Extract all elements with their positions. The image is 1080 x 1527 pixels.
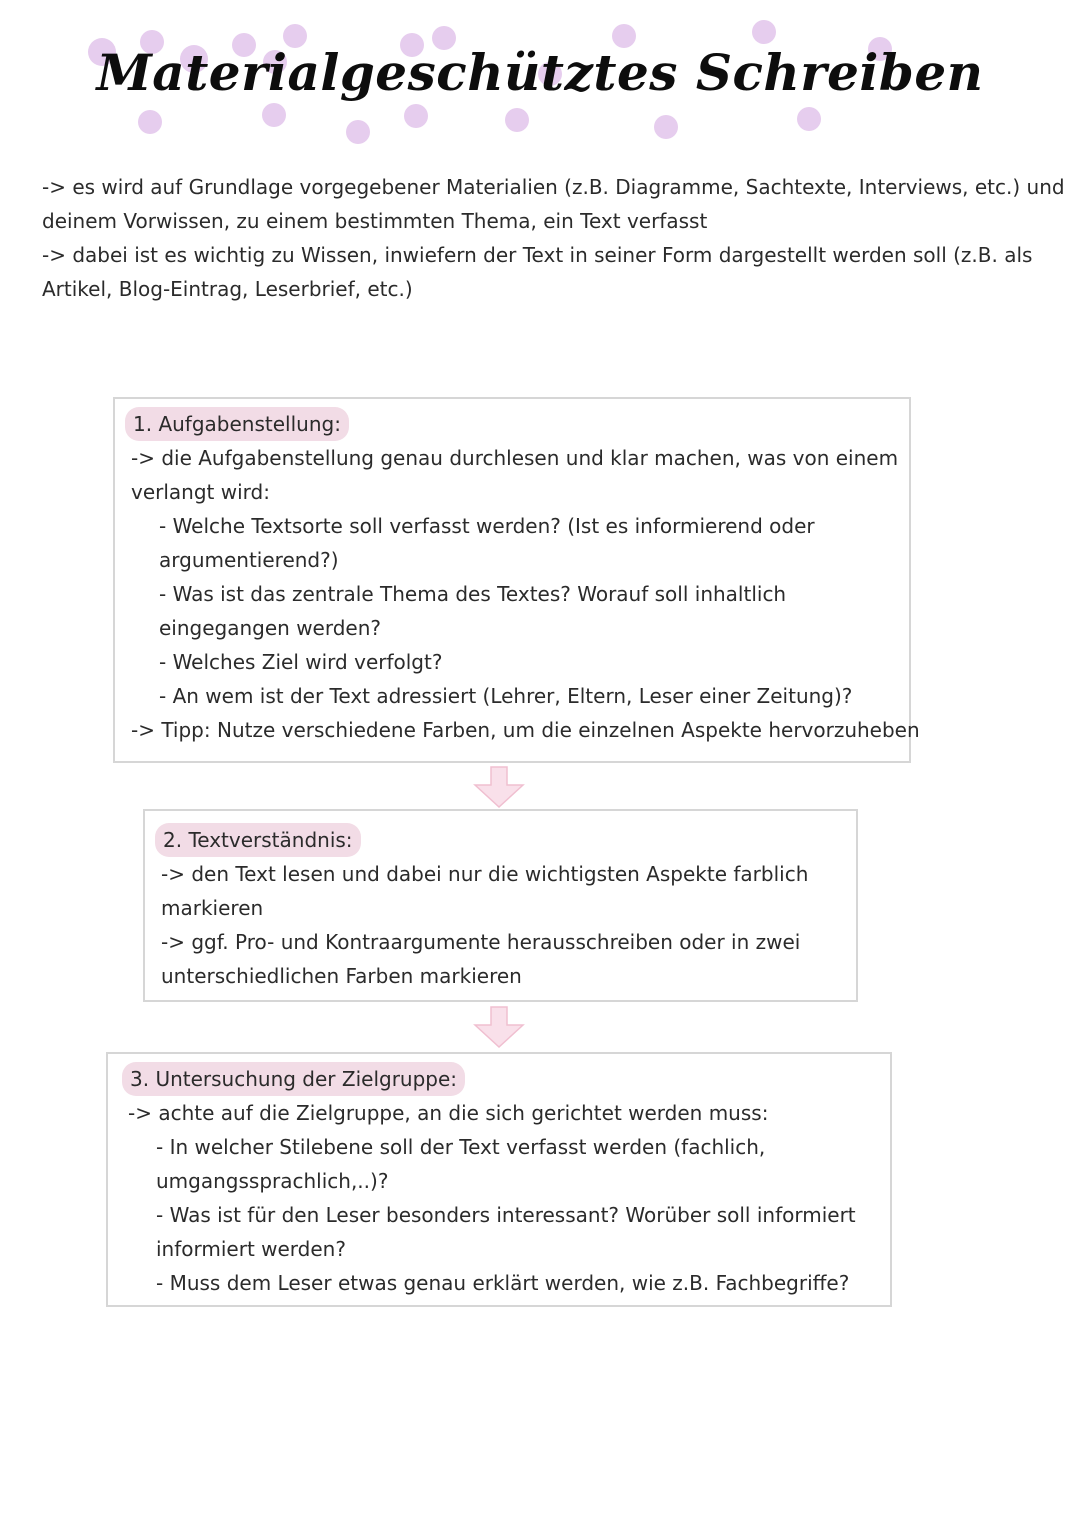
list-item: informiert werden? [156,1237,346,1261]
step-line: markieren [161,896,264,920]
intro-line: Artikel, Blog-Eintrag, Leserbrief, etc.) [42,277,413,301]
intro-line: -> dabei ist es wichtig zu Wissen, inwiefern der Text in seiner Form dargestellt werden soll (z.B. als [42,243,1033,267]
list-item: eingegangen werden? [159,616,382,640]
list-item: - Muss dem Leser etwas genau erklärt werden, wie z.B. Fachbegriffe? [156,1271,850,1295]
step-line: -> die Aufgabenstellung genau durchlesen und klar machen, was von einem [131,446,899,470]
intro-text [42,170,1065,306]
list-item: - Was ist das zentrale Thema des Textes? Worauf soll inhaltlich [159,582,787,606]
step-line: -> den Text lesen und dabei nur die wichtigsten Aspekte farblich [161,862,809,886]
dot-decoration [505,108,529,132]
down-arrow-icon [471,765,527,809]
step-line: -> achte auf die Zielgruppe, an die sich gerichtet werden muss: [128,1101,769,1125]
step-heading: 1. Aufgabenstellung: [125,407,349,441]
down-arrow-icon [471,1005,527,1049]
list-item: - Welche Textsorte soll verfasst werden? (Ist es informierend oder [159,514,815,538]
tip-text: -> Tipp: Nutze verschiedene Farben, um die einzelnen Aspekte hervorzuheben [131,718,920,742]
step-box-aufgabenstellung [113,397,920,763]
page-title: Materialgeschütztes Schreiben [96,43,984,102]
list-item: umgangssprachlich,..)? [156,1169,389,1193]
step-box-zielgruppe [106,1052,892,1307]
dot-decoration [138,110,162,134]
step-line: -> ggf. Pro- und Kontraargumente herausschreiben oder in zwei [161,930,801,954]
intro-line: deinem Vorwissen, zu einem bestimmten Thema, ein Text verfasst [42,209,708,233]
list-item: - Was ist für den Leser besonders interessant? Worüber soll informiert [156,1203,856,1227]
dot-decoration [654,115,678,139]
step-heading: 2. Textverständnis: [155,823,361,857]
step-line: unterschiedlichen Farben markieren [161,964,522,988]
step-line: verlangt wird: [131,480,270,504]
list-item: - Welches Ziel wird verfolgt? [159,650,443,674]
list-item: argumentierend?) [159,548,339,572]
list-item: - In welcher Stilebene soll der Text verfasst werden (fachlich, [156,1135,766,1159]
dot-decoration [797,107,821,131]
step-heading: 3. Untersuchung der Zielgruppe: [122,1062,465,1096]
step-box-textverstaendnis [143,809,858,1002]
dot-decoration [346,120,370,144]
intro-line: -> es wird auf Grundlage vorgegebener Materialien (z.B. Diagramme, Sachtexte, Interviews, etc.) und [42,175,1065,199]
list-item: - An wem ist der Text adressiert (Lehrer, Eltern, Leser einer Zeitung)? [159,684,853,708]
